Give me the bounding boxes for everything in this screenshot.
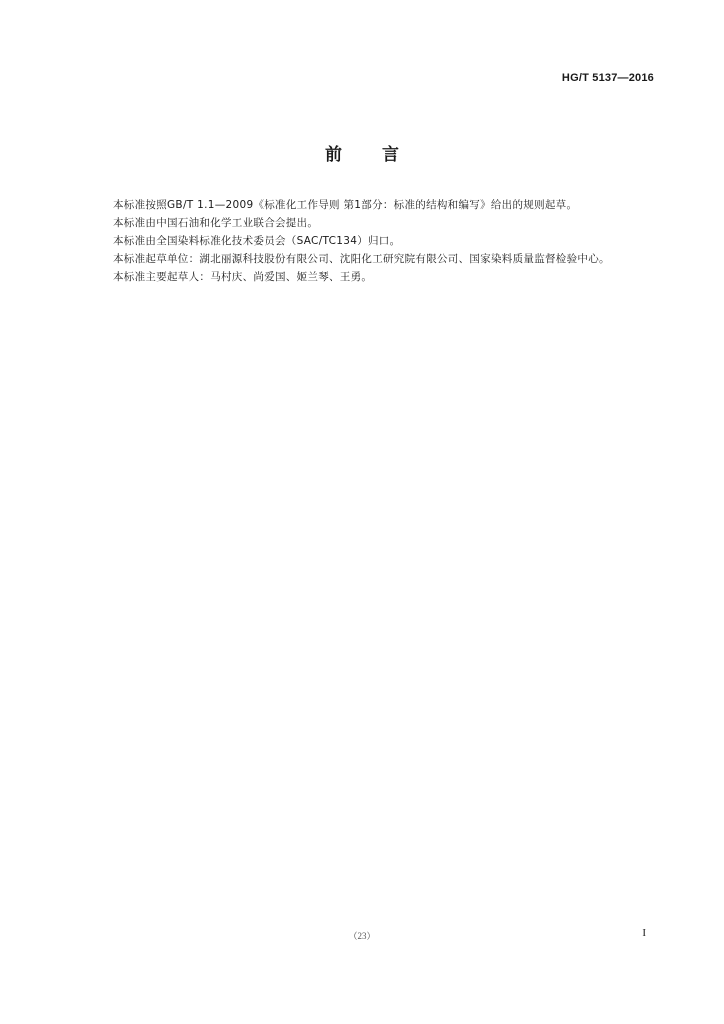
- foreword-paragraph: 本标准主要起草人：马村庆、尚爱国、姬兰琴、王勇。: [113, 271, 373, 283]
- foreword-paragraph: 本标准由中国石油和化学工业联合会提出。: [113, 217, 319, 229]
- foreword-body: [92, 196, 654, 286]
- page-title: 前 言: [325, 145, 399, 165]
- foreword-paragraph: 本标准起草单位：湖北丽源科技股份有限公司、沈阳化工研究院有限公司、国家染料质量监督检验中心。: [113, 253, 610, 265]
- foreword-paragraph: 本标准由全国染料标准化技术委员会（SAC/TC134）归口。: [113, 235, 401, 247]
- foreword-paragraph: 本标准按照GB/T 1.1—2009《标准化工作导则 第1部分：标准的结构和编写》给出的规则起草。: [113, 199, 578, 211]
- folio-number: （23）: [348, 931, 376, 941]
- standard-number: HG/T 5137—2016: [561, 72, 654, 84]
- page-number: I: [642, 927, 646, 939]
